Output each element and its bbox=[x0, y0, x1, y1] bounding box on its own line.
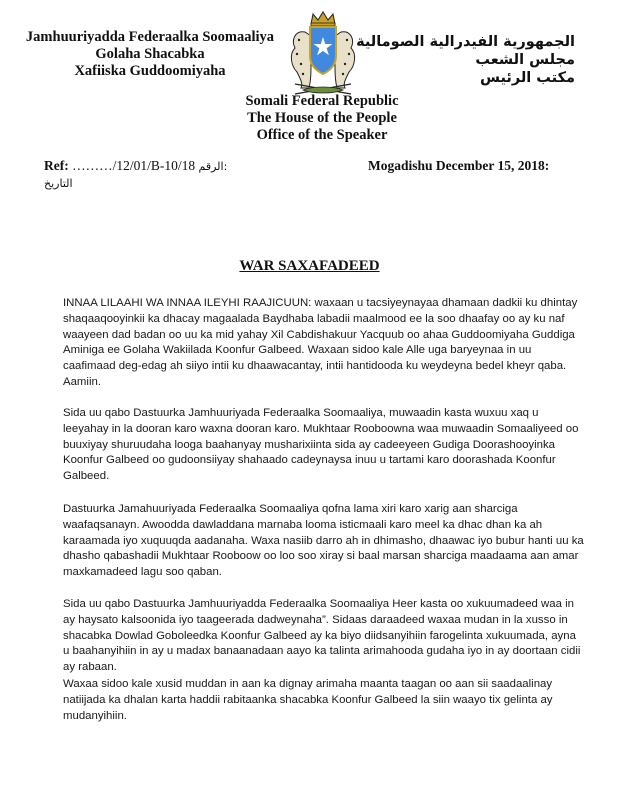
paragraph-3 bbox=[63, 502, 585, 581]
header-arabic-line-1: الجمهورية الفيدرالية الصومالية bbox=[356, 34, 575, 50]
paragraph-3-text: Dastuurka Jamahuuriyada Federaalka Soomaaliya qofna lama xiri karo xarig aan sharciga waafaqsanayn. Awoodda dawladdana marnaba looma isticmaali karo meel ka dhac dhan ka ah karaamada iyo xuquuqda aadanaha. Waxa nasiib darro ah in dhimasho, dhaawac iyo bubur hanti uu ka dhasho qabashadii Mukhtaar Rooboow oo loo soo xiray si baal marsan sharciga maadaama aan amar maxkamadeed lagu soo qaban. bbox=[63, 503, 584, 579]
reference-line bbox=[44, 158, 227, 174]
reference-number: ………/12/01/B-10/18 bbox=[68, 158, 196, 173]
header-english-line-3: Office of the Speaker bbox=[256, 127, 388, 143]
paragraph-1 bbox=[63, 296, 585, 391]
paragraph-1-text: INNAA LILAAHI WA INNAA ILEYHI RAAJICUUN: waxaan u tacsiyeynayaa dhamaan dadkii ku dhintay shaqaaqooyinkii ka dhacay magaalada Baydhaba labadii maalmood ee la soo dhaafay oo ay ku naf waayeen dad badan oo uu ka mid yahay Xil Cabdishakuur Yacquub oo ahaa Guddoomiyaha Guddiga Aminiga ee Golaha Wakiilada Koonfur Galbeed. Waxaan sidoo kale Alle uga baryeynaa in uu caafimaad deg-edag ah siiyo intii ku dhaawacantay, intii hantidooda ku weydeyna bedel kheyr qaba. Aamiin. bbox=[63, 297, 578, 388]
header-somali-text bbox=[0, 29, 300, 80]
header-english-line-2: The House of the People bbox=[247, 110, 397, 126]
header-english-text bbox=[210, 93, 434, 144]
paragraph-2-text: Sida uu qabo Dastuurka Jamhuuriyada Federaalka Soomaaliya, muwaadin kasta wuxuu xaq u leeyahay in la dooran karo waxna dooran karo. Mukhtaar Rooboowna waa muwaadin Somaaliyeed oo buuxiyay shuruudaha looga baahanyay musharixiinta sida ay cadeeyeen Gudiga Doorashooyinka Koonfur Galbeed oo gudoonsiiyay shahaado cadeynaysa inuu u tartami karo doorashada Koonfur Galbeed. bbox=[63, 407, 579, 483]
reference-arabic-label: الرقم: bbox=[198, 160, 228, 173]
header-arabic-line-3: مكتب الرئيس bbox=[479, 70, 575, 86]
dateline: Mogadishu December 15, 2018: bbox=[368, 158, 550, 173]
header-english-line-1: Somali Federal Republic bbox=[245, 93, 399, 109]
somali-coat-of-arms-icon bbox=[281, 10, 365, 96]
date-arabic-label: التاريخ bbox=[44, 177, 73, 190]
document-title: WAR SAXAFADEED bbox=[239, 258, 380, 274]
header-somali-line-2: Golaha Shacabka bbox=[95, 46, 205, 62]
reference-label: Ref: bbox=[44, 158, 69, 173]
header-somali-line-1: Jamhuuriyadda Federaalka Soomaaliya bbox=[25, 29, 275, 45]
header-arabic-text bbox=[356, 33, 575, 87]
paragraph-4-text: Sida uu qabo Dastuurka Jamhuuriyadda Federaalka Soomaaliya Heer kasta oo xukuumadeed waa in ay haysato kalsoonida iyo taageerada dadweynaha”. Sidaas daraadeed waxaa mudan in la xusso in shacabka Dowlad Goboleedka Koonfur Galbeed ay ka biyo diidsanyihiin farogelinta xukuumada, ayna u baahanyihiin in ay u madax banaanadaan aayo ka talinta arimahooda gudaha iyo in ay doortaan cidii ay rabaan. bbox=[63, 598, 581, 674]
paragraph-5 bbox=[63, 677, 585, 724]
header-arabic-line-2: مجلس الشعب bbox=[475, 52, 575, 68]
paragraph-2 bbox=[63, 406, 585, 485]
paragraph-5-text: Waxaa sidoo kale xusid muddan in aan ka dignay arimaha maanta taagan oo aan sii saadaalinay natiijada ka dhalan karta haddii rabitaanka shacabka Koonfur Galbeed la siin waayo tix gelinta ay mudanyihiin. bbox=[63, 678, 553, 722]
paragraph-4 bbox=[63, 597, 585, 676]
header-somali-line-3: Xafiiska Guddoomiyaha bbox=[74, 63, 226, 79]
